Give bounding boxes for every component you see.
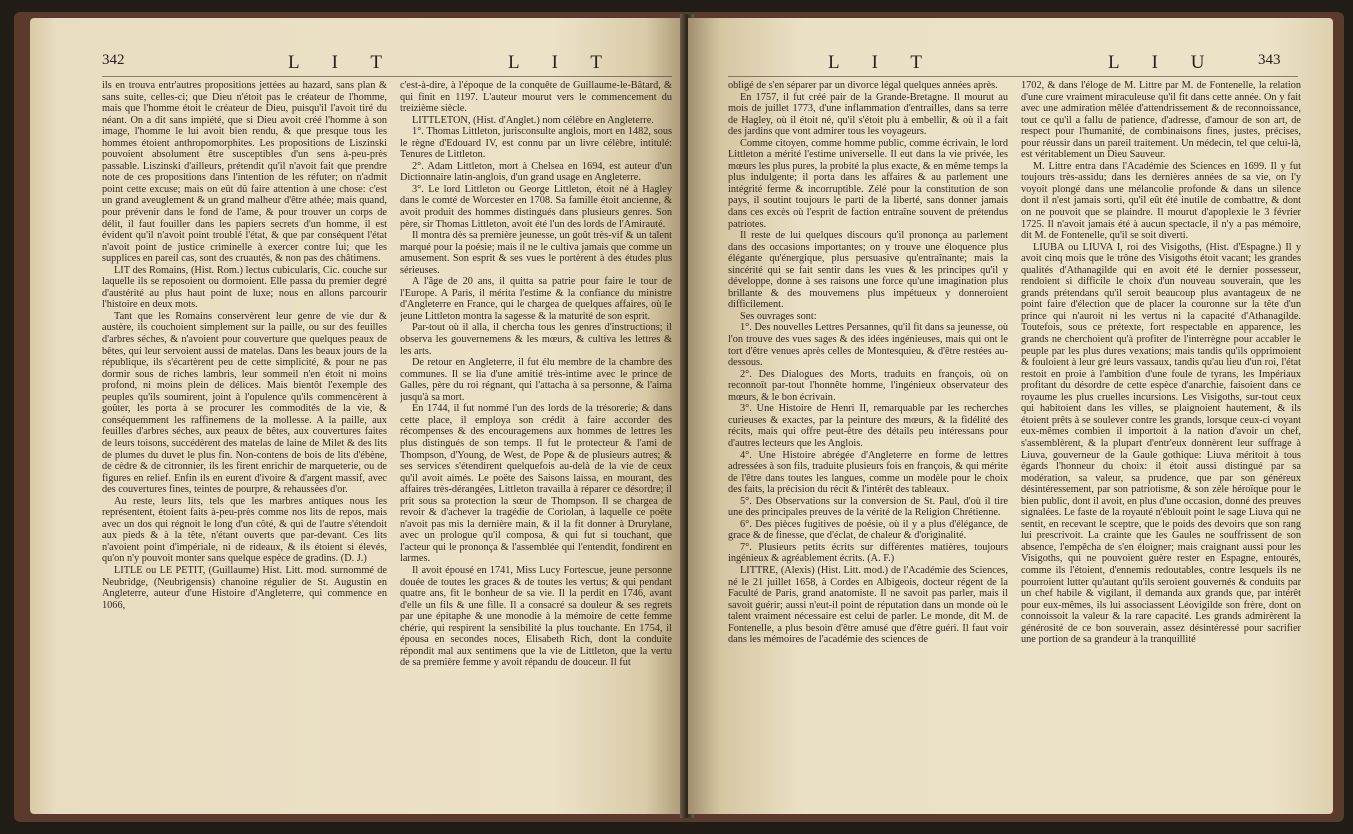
right-page-column-1 <box>728 80 1008 808</box>
right-running-head-col1: L I T <box>828 52 936 73</box>
paragraph: obligé de s'en séparer par un divorce légal quelques années après. <box>728 80 998 91</box>
paragraph: 3°. Une Histoire de Henri II, remarquable par les recherches curieuses & exactes, par la peinture des mœurs, & la fidélité des récits, mais qui offre peut-être des détails peu intéressans pour d'autres lecteurs que les Anglois. <box>728 403 1008 449</box>
paragraph: Ses ouvrages sont: <box>740 310 817 322</box>
left-running-head: L I T <box>288 52 396 73</box>
entry-littleton: LITTLETON, (Hist. d'Anglet.) nom célèbre en Angleterre. <box>412 114 654 126</box>
right-page-number: 343 <box>1258 52 1281 68</box>
entry-lit-des-romains: LIT des Romains, (Hist. Rom.) lectus cubicularis, Cic. couche sur laquelle ils se reposoient ou dormoient. Elle passa du premier degré d'austérité au plus haut point de luxe; nous en allons parcourir l'histoire en deux mots. <box>102 264 387 311</box>
paragraph: 1702, & dans l'éloge de M. Littre par M. de Fontenelle, la relation d'une cure vraiment miraculeuse qu'il fit dans cette année. On y fait avec une admiration mêlée d'attendrissement & de reconnoissance, tout ce qu'il a fallu de patience, d'adresse, d'amour de son art, de respect pour l'humanité, de combinaisons fines, justes, précises, pour réussir dans un pareil traitement. Un médecin, tel que celui-là, est véritablement un Dieu Sauveur. <box>1021 80 1301 161</box>
header-rule <box>102 76 672 77</box>
paragraph: 1°. Thomas Littleton, jurisconsulte anglois, mort en 1482, sous le règne d'Edouard IV, est connu par un livre célèbre, intitulé: Tenures de Littleton. <box>400 126 672 161</box>
left-page-column-1 <box>102 80 387 808</box>
header-rule <box>728 76 1298 77</box>
paragraph: Tant que les Romains conservèrent leur genre de vie dur & austère, ils couchoient simplement sur la paille, ou sur des feuilles d'arbres séches, & n'avoient pour couverture que quelques peaux de bêtes, qui leur servoient aussi de matelas. Dans les beaux jours de la république, ils s'écartèrent peu de cette simplicité, & pour ne pas dormir sous de riches lambris, leur sommeil n'en étoit ni moins profond, ni moins plein de délices. Mais bientôt l'exemple des peuples qu'ils soumirent, joint à l'opulence qu'ils commencèrent à goûter, les porta à se procurer les commodités de la vie, & conséquemment les raffinemens de la mollesse. A la paille, aux feuilles d'arbres séches, aux peaux de bêtes, aux couvertures faites de leurs toisons, succédèrent des matelas de laine de Milet & des lits de plumes du duvet le plus fin. Non-contens de bois de lits d'ébène, de cèdre & de citronnier, ils les firent enrichir de marqueterie, ou de figures en relief. Enfin ils en eurent d'ivoire & d'argent massif, avec des couvertures fines, teintes de pourpre, & rehaussées d'or. <box>102 310 387 496</box>
paragraph: Au reste, leurs lits, tels que les marbres antiques nous les représentent, étoient faits à-peu-près comme nos lits de repos, mais avec un dos qui régnoit le long d'un côté, & qui de l'autre s'étendoit aux pieds & à la tête, n'étant ouverts que par-devant. Ces lits n'avoient point d'impériale, ni de rideaux, & ils étoient si élevés, qu'on n'y pouvoit monter sans quelque espèce de gradins. (D. J.) <box>102 495 387 565</box>
paragraph: A l'âge de 20 ans, il quitta sa patrie pour faire le tour de l'Europe. A Paris, il mérita l'estime & la confiance du ministre d'Angleterre en France, qui le chargea de quelques affaires, où le jeune Littleton montra la sagesse & la maturité de son esprit. <box>400 276 672 322</box>
paragraph: Il avoit épousé en 1741, Miss Lucy Fortescue, jeune personne douée de toutes les graces & de toutes les vertus; & qui pendant quatre ans, fit le bonheur de sa vie. Il la perdit en 1746, avant d'elle un fils & une fille. Il a consacré sa douleur & ses regrets par une épitaphe & une monodie à la mémoire de cette femme chérie, qui respirent la sensibilité la plus touchante. En 1754, il épousa en secondes noces, Elisabeth Rich, dont la conduite répondit mal aux sentimens que la vie de Littleton, que la vertu de sa première femme y avoit répandu de douceur. Il fut <box>400 564 672 669</box>
paragraph: 2°. Adam Littleton, mort à Chelsea en 1694, est auteur d'un Dictionnaire latin-anglois, d'un grand usage en Angleterre. <box>400 160 672 184</box>
left-page-column-2 <box>400 80 672 808</box>
paragraph: 3°. Le lord Littleton ou George Littleton, étoit né à Hagley dans le comté de Worcester en 1708. Sa famille étoit ancienne, & avoit produit des hommes distingués dans plusieurs genres. Son père, sir Thomas Littleton, avoit été l'un des lords de l'Amirauté. <box>400 183 672 230</box>
right-running-head-col2: L I U <box>1108 52 1219 73</box>
paragraph: 6°. Des pièces fugitives de poésie, où il y a plus d'élégance, de grace & de finesse, que d'éclat, de chaleur & d'originalité. <box>728 518 1008 542</box>
left-running-head-col2: L I T <box>508 52 616 73</box>
paragraph: 7°. Plusieurs petits écrits sur différentes matières, toujours ingénieux & agréablement écrits. (A. F.) <box>728 541 1008 565</box>
entry-liuba: LIUBA ou LIUVA I, roi des Visigoths, (Hist. d'Espagne.) Il y avoit cinq mois que le trône des Visigoths étoit vacant; les grandes qualités d'Athanagilde qui en avoit été le dernier possesseur, rendoient si difficile le choix d'un nouveau souverain, que les grands prétendans qu'il seroit beaucoup plus avantageux de ne point faire d'élection que de placer la couronne sur la tête d'un prince qui n'auroit ni les vertus ni la capacité d'Athanagilde. Toutefois, sous ce prétexte, fort respectable en apparence, les grands ne cherchoient qu'à profiter de l'interrègne pour accabler le peuple par les plus dures vexations; mais tandis qu'ils opprimoient & fouloient à leur gré leurs vassaux, tandis qu'au lieu d'un roi, l'état restoit en proie à l'ambition d'une foule de tyrans, les Impériaux profitant du désordre de cette espèce d'anarchie, faisoient dans ce royaume les plus cruelles incursions. Les Visigoths, sur-tout ceux qui habitoient dans les villes, se plaignoient hautement, & ils étoient prêts à se soulever contre les grands, lorsque ceux-ci voyant eux-mêmes combien il importoit à la nation d'avoir un chef, s'assemblèrent, & la plupart d'entr'eux donnèrent leur suffrage à Liuva, gouverneur de la Gaule gothique: Liuva méritoit à tous égards l'honneur du choix: il étoit aussi distingué par sa modération, sa valeur, sa prudence, que par son généreux désintéressement, par son patriotisme, & son zèle héroïque pour le bien public, dont il avoit, en plus d'une occasion, donné des preuves signalées. Le faste de la royauté n'éblouit point le sage Liuva qui ne sentit, en recevant le sceptre, que le poids des devoirs que son rang lui prescrivoit. La crainte que les Gaules ne souffrissent de son absence, l'empêcha de s'en éloigner; mais craignant aussi pour les Visigoths, qui ne pouvoient guère rester en Espagne, entourés, comme ils l'étoient, d'ennemis redoutables, contre lesquels ils ne pourroient lutter qu'autant qu'ils seroient gouvernés & conduits par un chef habile & vigilant, il demanda aux grands que, par intérêt pour eux-mêmes, ils lui associassent Léovigilde son frère, dont on connoissoit la valeur & la rare capacité. Les grands admirèrent la générosité de ce bon souverain, assez désintéressé pour sacrifier une portion de sa grandeur à la tranquillité <box>1021 241 1301 646</box>
paragraph: Il montra dès sa première jeunesse, un goût très-vif & un talent marqué pour la poésie; mais il ne le cultiva jamais que comme un amusement. Son esprit & ses vues le portèrent à des études plus sérieuses. <box>400 230 672 276</box>
left-page-number: 342 <box>102 52 125 68</box>
paragraph: 4°. Une Histoire abrégée d'Angleterre en forme de lettres adressées à son fils, traduite plusieurs fois en françois, & qui mérite de l'être dans toutes les langues, comme un modèle pour le choix des faits, la précision du récit & l'intérêt des tableaux. <box>728 449 1008 496</box>
paragraph: ils en trouva entr'autres propositions jettées au hazard, sans plan & sans suite, celles-ci; que Dieu n'étoit pas le créateur de l'homme, mais que l'homme étoit le créateur de Dieu, puisqu'il l'avoit tiré du néant. On a dit sans impiété, que si Dieu avoit créé l'homme à son image, l'homme le lui avoit bien rendu, & que presque tous les hommes étoient anthropomorphites. Les propositions de Liszinski pouvoient absolument être susceptibles d'un sens à-peu-près passable. Liszinski d'ailleurs, prétendit qu'il n'avoit fait que prendre note de ces propositions dans l'intention de les réfuter; on n'admit point cette excuse; mais on eût dû faire attention à une chose: c'est un grand aveuglement & un grand malheur d'être athée; mais quand, pour prévenir dans le fond de l'ame, & pour trouver un corps de délit, il faut fouiller dans les papiers secrets d'un homme, il est évident qu'il n'avoit point troublé l'état, & que par conséquent l'état n'avoit point de justice criminelle à exercer contre lui; que les supplices en pareil cas, sont des cruautés, & non pas des châtimens. <box>102 80 387 265</box>
right-page <box>688 18 1333 814</box>
paragraph: De retour en Angleterre, il fut élu membre de la chambre des communes. Il se lia d'une amitié très-intime avec le prince de Galles, père du roi régnant, qui l'attacha à sa personne, & l'aima jusqu'à sa mort. <box>400 357 672 403</box>
paragraph: 2°. Des Dialogues des Morts, traduits en françois, où on reconnoît par-tout l'honnête homme, l'ingénieux observateur des mœurs, & le bon écrivain. <box>728 368 1008 403</box>
paragraph: Il reste de lui quelques discours qu'il prononça au parlement dans des occasions importantes; on y trouve une éloquence plus élégante qu'énergique, plus persuasive qu'entraînante; mais la sincérité qui se fait sentir dans les vues & les principes qu'il y développe, donne à ses raisons une force qu'une imagination plus brillante & des mouvemens plus impétueux y donneroient difficilement. <box>728 230 1008 311</box>
paragraph: 5°. Des Observations sur la conversion de St. Paul, d'où il tire une des principales preuves de la vérité de la Religion Chrétienne. <box>728 495 1008 519</box>
paragraph: c'est-à-dire, à l'époque de la conquête de Guillaume-le-Bâtard, & qui finit en 1197. L'auteur mourut vers le commencement du treizième siècle. <box>400 80 672 115</box>
paragraph: 1°. Des nouvelles Lettres Persannes, qu'il fit dans sa jeunesse, où l'on trouve des vues sages & des idées ingénieuses, mais qui ont le tort d'être venues après celles de Montesquieu, & d'être restées au-dessous. <box>728 322 1008 369</box>
right-page-column-2 <box>1021 80 1301 808</box>
left-page <box>30 18 685 814</box>
paragraph: M. Littre entra dans l'Académie des Sciences en 1699. Il y fut toujours très-assidu; dans les dernières années de sa vie, on l'y voyoit plongé dans une mélancolie profonde & dans un silence dont il n'est jamais sorti, qu'il eût été inutile de combattre, & dont on ne pouvoit que se plaindre. Il mourut d'apoplexie le 3 février 1725. Il n'avoit jamais été à aucun spectacle, il n'y a pas mémoire, dit M. de Fontenelle, qu'il se soit diverti. <box>1021 160 1301 242</box>
paragraph: Comme citoyen, comme homme public, comme écrivain, le lord Littleton a mérité l'estime universelle. Il eut dans la vie privée, les mœurs les plus pures, la probité la plus exacte, & en même temps la plus indulgente; il porta dans les affaires & au parlement une intégrité ferme & incorruptible. Zélé pour la constitution de son pays, il soutint toujours le parti de la liberté, sans donner jamais dans ces excès où l'esprit de faction entraîne souvent de prétendus patriotes. <box>728 137 1008 230</box>
entry-litle: LITLE ou LE PETIT, (Guillaume) Hist. Litt. mod. surnommé de Neubridge, (Neubrigensis) chanoine régulier de St. Augustin en Angleterre, auteur d'une Histoire d'Angleterre, qui commence en 1066, <box>102 564 387 611</box>
paragraph: En 1744, il fut nommé l'un des lords de la trésorerie; & dans cette place, il employa son crédit à faire accorder des récompenses & des encouragemens aux hommes de lettres les plus distingués de son temps. Il fut le protecteur & l'ami de Thompson, d'Young, de West, de Pope & de plusieurs autres; & ses services s'étendirent quelquefois au-delà de la vie de ceux qu'il avoit aimés. Le poëte des Saisons laissa, en mourant, des affaires très-dérangées, Littleton travailla à réparer ce désordre; il prit sous sa protection la sœur de Thompson. Il se chargea de revoir & d'achever la tragédie de Coriolan, à laquelle ce poëte n'avoit pas mis la dernière main, & il la fit donner à Drurylane, avec un prologue qu'il composa, & qui fut si touchant, que l'acteur qui le prononça & l'assemblée qui l'entendit, fondirent en larmes. <box>400 403 672 565</box>
entry-littre: LITTRE, (Alexis) (Hist. Litt. mod.) de l'Académie des Sciences, né le 21 juillet 1658, à Cordes en Albigeois, docteur régent de la Faculté de Paris, grand anatomiste. Il ne savoit pas parler, mais il savoit guérir; aussi n'eut-il point de réputation dans un monde où le talent vraiment nécessaire est celui de parler. Le monde, dit M. de Fontenelle, a plus besoin d'être amusé que d'être guéri. Il faut voir dans les mémoires de l'académie des sciences de <box>728 564 1008 646</box>
paragraph: Par-tout où il alla, il chercha tous les genres d'instructions; il observa les gouvernemens & les mœurs, & cultiva les lettres & les arts. <box>400 322 672 357</box>
paragraph: En 1757, il fut créé pair de la Grande-Bretagne. Il mourut au mois de juillet 1773, d'une inflammation d'entrailles, dans sa terre de Hagley, où il étoit né, qu'il s'étoit plu à embellir, & où il a fait des jardins que vont admirer tous les voyageurs. <box>728 91 1008 138</box>
